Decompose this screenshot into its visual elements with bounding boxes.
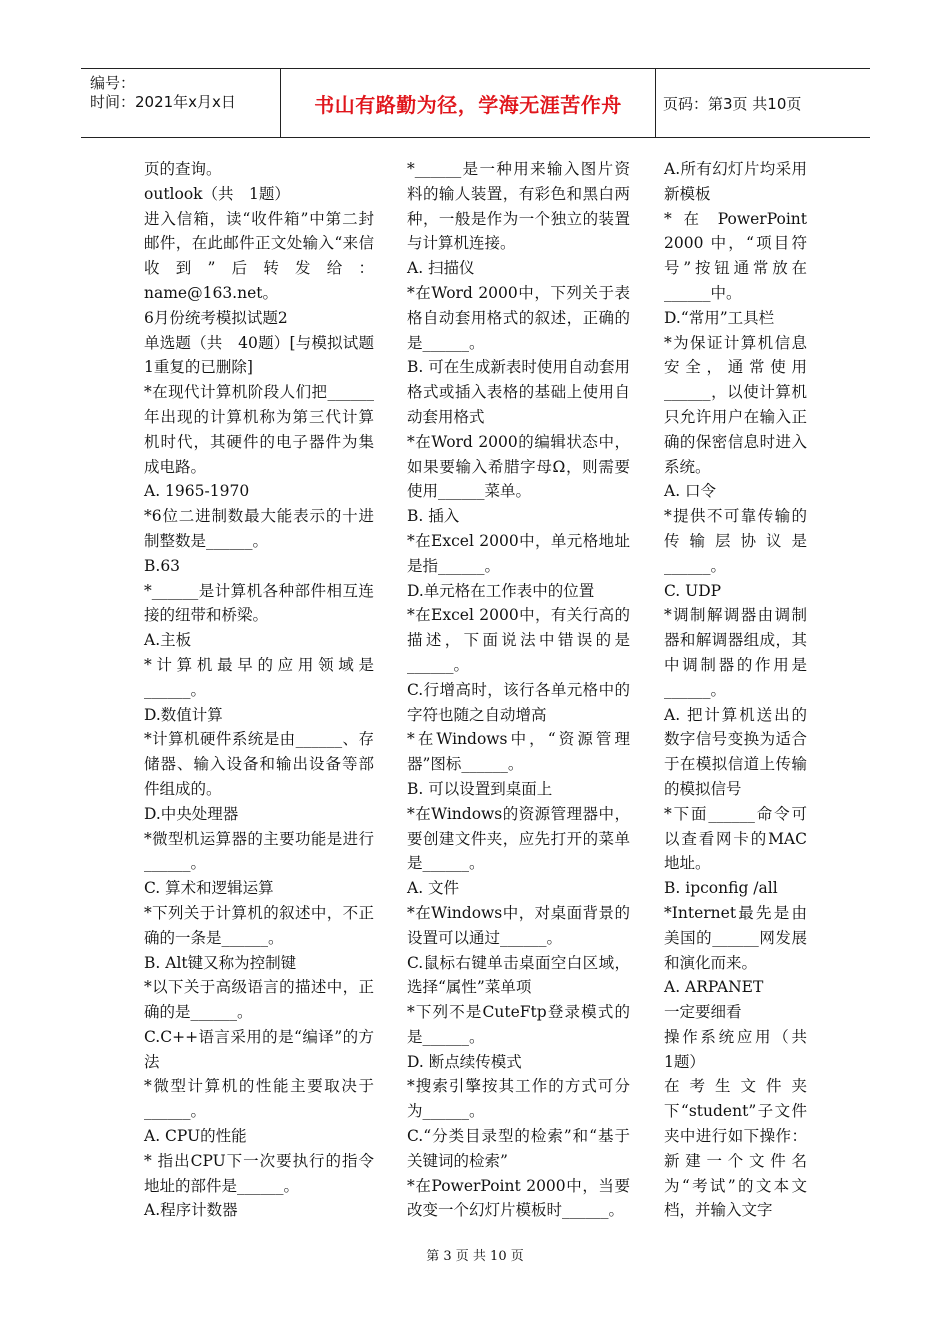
paragraph: A. ARPANET [664, 978, 764, 997]
paragraph: A. 1965-1970 [144, 482, 250, 501]
header-page-info: 页码：第3页 共10页 [663, 94, 802, 113]
paragraph: B. 可以设置到桌面上 [407, 779, 553, 798]
paragraph: *在Word 2000的编辑状态中，如果要输入希腊字母Ω，则需要使用______菜单。 [407, 432, 630, 501]
paragraph: *Internet最先是由美国的______网发展和演化而来。 [664, 903, 807, 972]
paragraph: *在Word 2000中，下列关于表格自动套用格式的叙述，正确的是______。 [407, 283, 630, 352]
paragraph: *在PowerPoint 2000中，当要改变一个幻灯片模板时______。 [407, 1176, 630, 1220]
paragraph: D.中央处理器 [144, 804, 239, 823]
paragraph: *6位二进制数最大能表示的十进制整数是______。 [144, 507, 374, 550]
paragraph: A.程序计数器 [144, 1201, 238, 1220]
paragraph: C. UDP [664, 581, 722, 600]
paragraph: C.鼠标右键单击桌面空白区域，选择“属性”菜单项 [407, 953, 630, 997]
paragraph: A. 扫描仪 [407, 259, 475, 278]
paragraph: *提供不可靠传输的传输层协议是______。 [664, 507, 807, 575]
paragraph: * 指出CPU下一次要执行的指令地址的部件是______。 [144, 1151, 374, 1195]
paragraph: *在Excel 2000中，单元格地址是指______。 [407, 531, 630, 575]
text-column-1 [144, 157, 374, 1223]
paragraph: *在Windows中，对桌面背景的设置可以通过______。 [407, 903, 630, 947]
header-meta [81, 69, 281, 137]
paragraph: A.主板 [144, 631, 192, 650]
paragraph: *在现代计算机阶段人们把______年出现的计算机称为第三代计算机时代，其硬件的电子器件为集成电路。 [144, 383, 374, 476]
number-label: 编号： [90, 74, 136, 92]
text-column-2 [407, 157, 630, 1223]
paragraph: A. 口令 [664, 482, 717, 501]
paragraph: B. 插入 [407, 507, 460, 526]
paragraph: *计算机最早的应用领域是______。 [144, 655, 374, 699]
paragraph: *在Windows的资源管理器中，要创建文件夹，应先打开的菜单是______。 [407, 804, 630, 873]
paragraph: 一定要细看 [664, 1003, 742, 1022]
paragraph: outlook（共 1题） [144, 184, 290, 203]
paragraph: A.所有幻灯片均采用新模板 [664, 160, 807, 203]
paragraph: *为保证计算机信息安全，通常使用______，以使计算机只允许用户在输入正确的保密信息时进入系统。 [664, 333, 807, 476]
paragraph: *微型计算机的性能主要取决于______。 [144, 1077, 374, 1121]
paragraph: *______是一种用来输入图片资料的输人装置，有彩色和黑白两种，一般是作为一个独立的装置与计算机连接。 [407, 160, 630, 253]
time-label: 时间：2021年x月x日 [90, 93, 236, 111]
paragraph: *下列不是CuteFtp登录模式的是______。 [407, 1003, 630, 1046]
paragraph: *以下关于高级语言的描述中，正确的是______。 [144, 978, 374, 1022]
paragraph: A. 文件 [407, 879, 460, 898]
paragraph: *下列关于计算机的叙述中，不正确的一条是______。 [144, 903, 374, 947]
paragraph: *搜索引擎按其工作的方式可分为______。 [407, 1077, 630, 1121]
paragraph: 单选题（共 40题）[与模拟试题1重复的已删除] [144, 333, 374, 377]
header-motto: 书山有路勤为径，学海无涯苦作舟 [281, 69, 656, 137]
paragraph: D.“常用”工具栏 [664, 308, 775, 327]
paragraph: *调制解调器由调制器和解调器组成，其中调制器的作用是______。 [664, 606, 807, 699]
paragraph: C.“分类目录型的检索”和“基于关键词的检索” [407, 1127, 630, 1170]
paragraph: 操作系统应用（共 1题） [664, 1027, 823, 1071]
paragraph: 进入信箱，读“收件箱”中第二封邮件，在此邮件正文处输入“来信收到”后转发给：name@163.net。 [144, 209, 374, 302]
paragraph: D. 断点续传模式 [407, 1052, 522, 1071]
paragraph: 页的查询。 [144, 160, 222, 178]
page-header [81, 68, 870, 138]
paragraph: D.单元格在工作表中的位置 [407, 581, 595, 600]
paragraph: *在Windows中，“资源管理器”图标______。 [407, 730, 630, 774]
paragraph: C.C++语言采用的是“编译”的方法 [144, 1027, 374, 1071]
paragraph: C.行增高时，该行各单元格中的字符也随之自动增高 [407, 680, 630, 724]
paragraph: B. ipconfig /all [664, 879, 778, 898]
paragraph: *微型机运算器的主要功能是进行______。 [144, 829, 374, 873]
paragraph: *______是计算机各种部件相互连接的纽带和桥梁。 [144, 581, 374, 625]
paragraph: B. Alt键又称为控制键 [144, 953, 297, 972]
paragraph: 在考生文件夹下“student”子文件夹中进行如下操作：新建一个文件名为“考试”的文本文档，并输入文字 [664, 1077, 807, 1220]
paragraph: *下面______命令可以查看网卡的MAC地址。 [664, 804, 807, 873]
paragraph: *计算机硬件系统是由______、存储器、输入设备和输出设备等部件组成的。 [144, 730, 374, 798]
paragraph: 6月份统考模拟试题2 [144, 308, 288, 327]
paragraph: B. 可在生成新表时使用自动套用格式或插入表格的基础上使用自动套用格式 [407, 358, 630, 426]
text-column-3 [664, 157, 823, 1223]
page-footer: 第 3 页 共 10 页 [426, 1249, 524, 1264]
paragraph: * 在 PowerPoint 2000 中，“项目符号”按钮通常放在______中。 [664, 209, 807, 302]
paragraph: B.63 [144, 556, 181, 575]
paragraph: *在Excel 2000中，有关行高的描述，下面说法中错误的是______。 [407, 606, 630, 674]
paragraph: A. 把计算机送出的数字信号变换为适合于在模拟信道上传输的模拟信号 [664, 705, 807, 798]
paragraph: D.数值计算 [144, 705, 223, 724]
paragraph: A. CPU的性能 [144, 1127, 247, 1146]
paragraph: C. 算术和逻辑运算 [144, 879, 274, 898]
